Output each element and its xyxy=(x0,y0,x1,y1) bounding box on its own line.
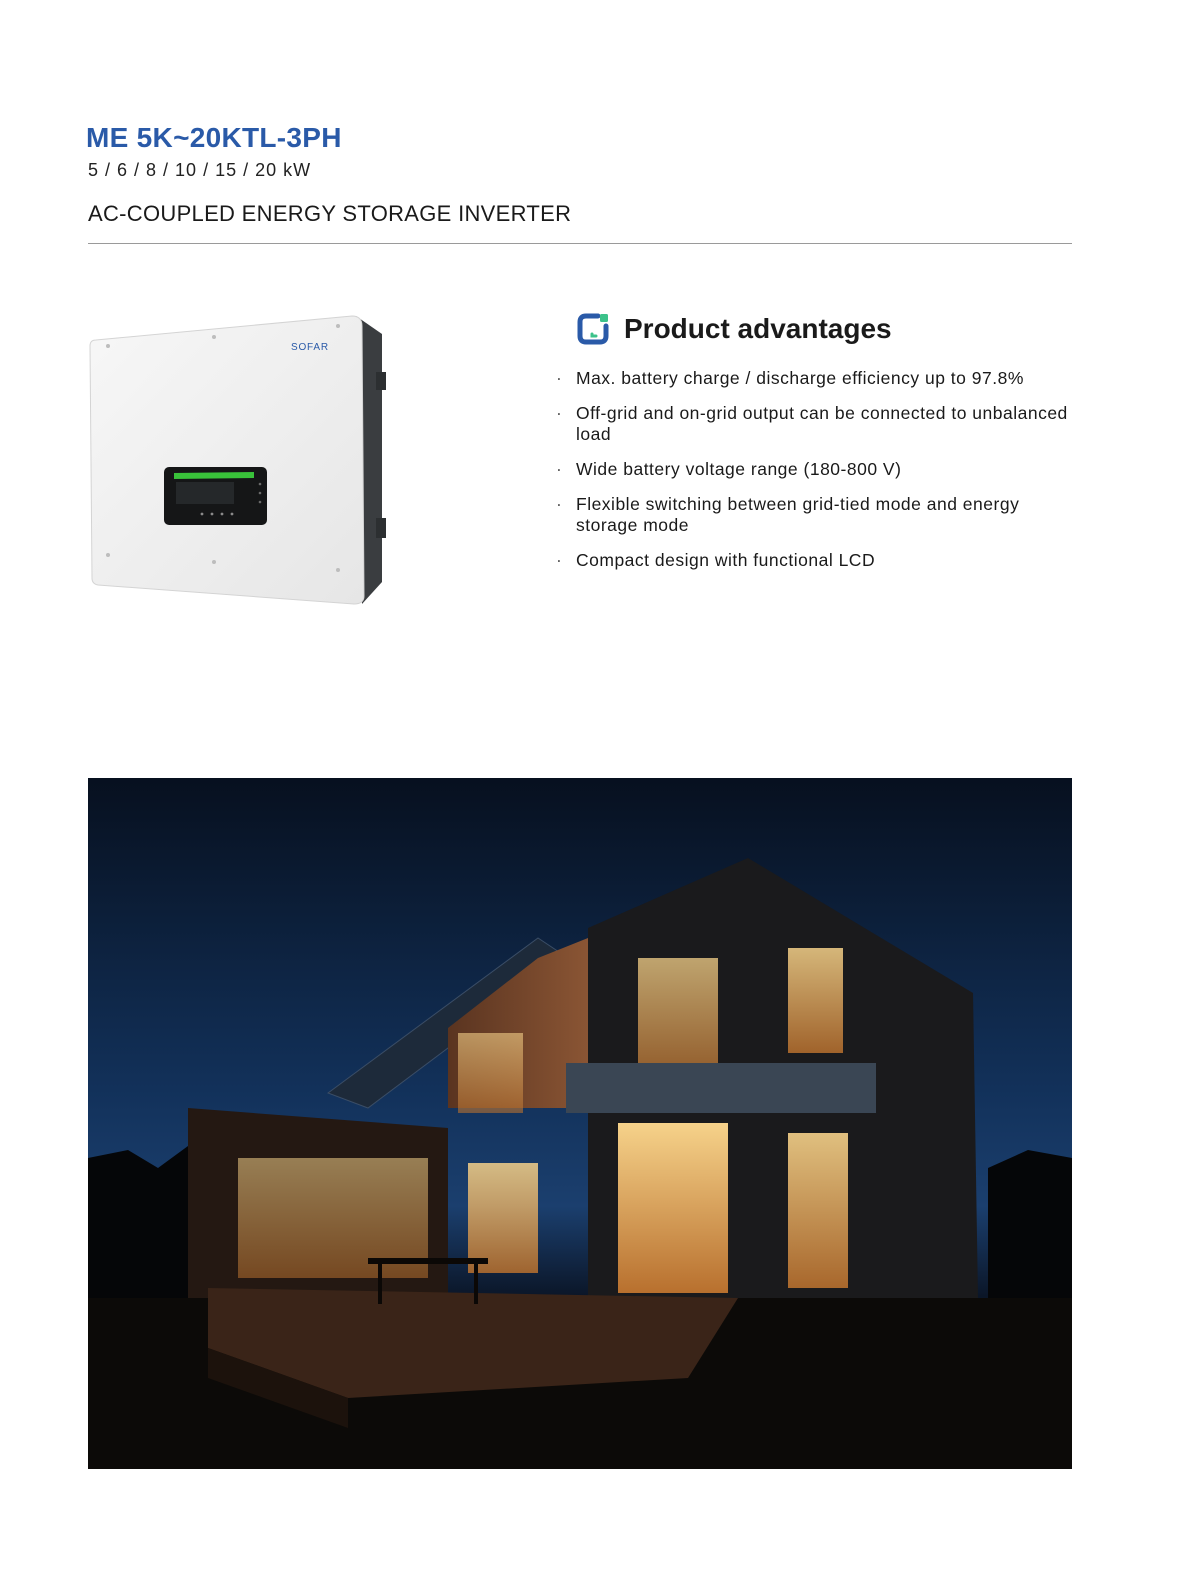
advantage-text: Off-grid and on-grid output can be connected to unbalanced load xyxy=(576,403,1068,444)
list-item xyxy=(556,403,1076,445)
product-subtitle: AC-COUPLED ENERGY STORAGE INVERTER xyxy=(88,201,572,226)
list-item xyxy=(556,550,1076,571)
bullet: · xyxy=(556,368,563,388)
power-ratings: 5 / 6 / 8 / 10 / 15 / 20 kW xyxy=(88,160,312,180)
bullet: · xyxy=(556,494,563,514)
bullet: · xyxy=(556,550,563,570)
advantages-icon xyxy=(576,312,610,346)
list-item xyxy=(556,494,1076,536)
advantages-header xyxy=(576,312,892,346)
house-photo xyxy=(88,778,1072,1469)
advantages-title: Product advantages xyxy=(624,313,892,344)
model-title: ME 5K~20KTL-3PH xyxy=(86,122,342,153)
bullet: · xyxy=(556,403,563,423)
advantage-text: Max. battery charge / discharge efficiency up to 97.8% xyxy=(576,368,1024,388)
inverter-image xyxy=(86,312,398,608)
advantage-text: Wide battery voltage range (180-800 V) xyxy=(576,459,902,479)
advantage-text: Flexible switching between grid-tied mode and energy storage mode xyxy=(576,494,1020,535)
advantages-list xyxy=(556,368,1076,585)
advantage-text: Compact design with functional LCD xyxy=(576,550,876,570)
bullet: · xyxy=(556,459,563,479)
brand-logo: SOFAR xyxy=(291,342,329,353)
list-item xyxy=(556,459,1076,480)
list-item xyxy=(556,368,1076,389)
header-divider xyxy=(88,243,1072,244)
